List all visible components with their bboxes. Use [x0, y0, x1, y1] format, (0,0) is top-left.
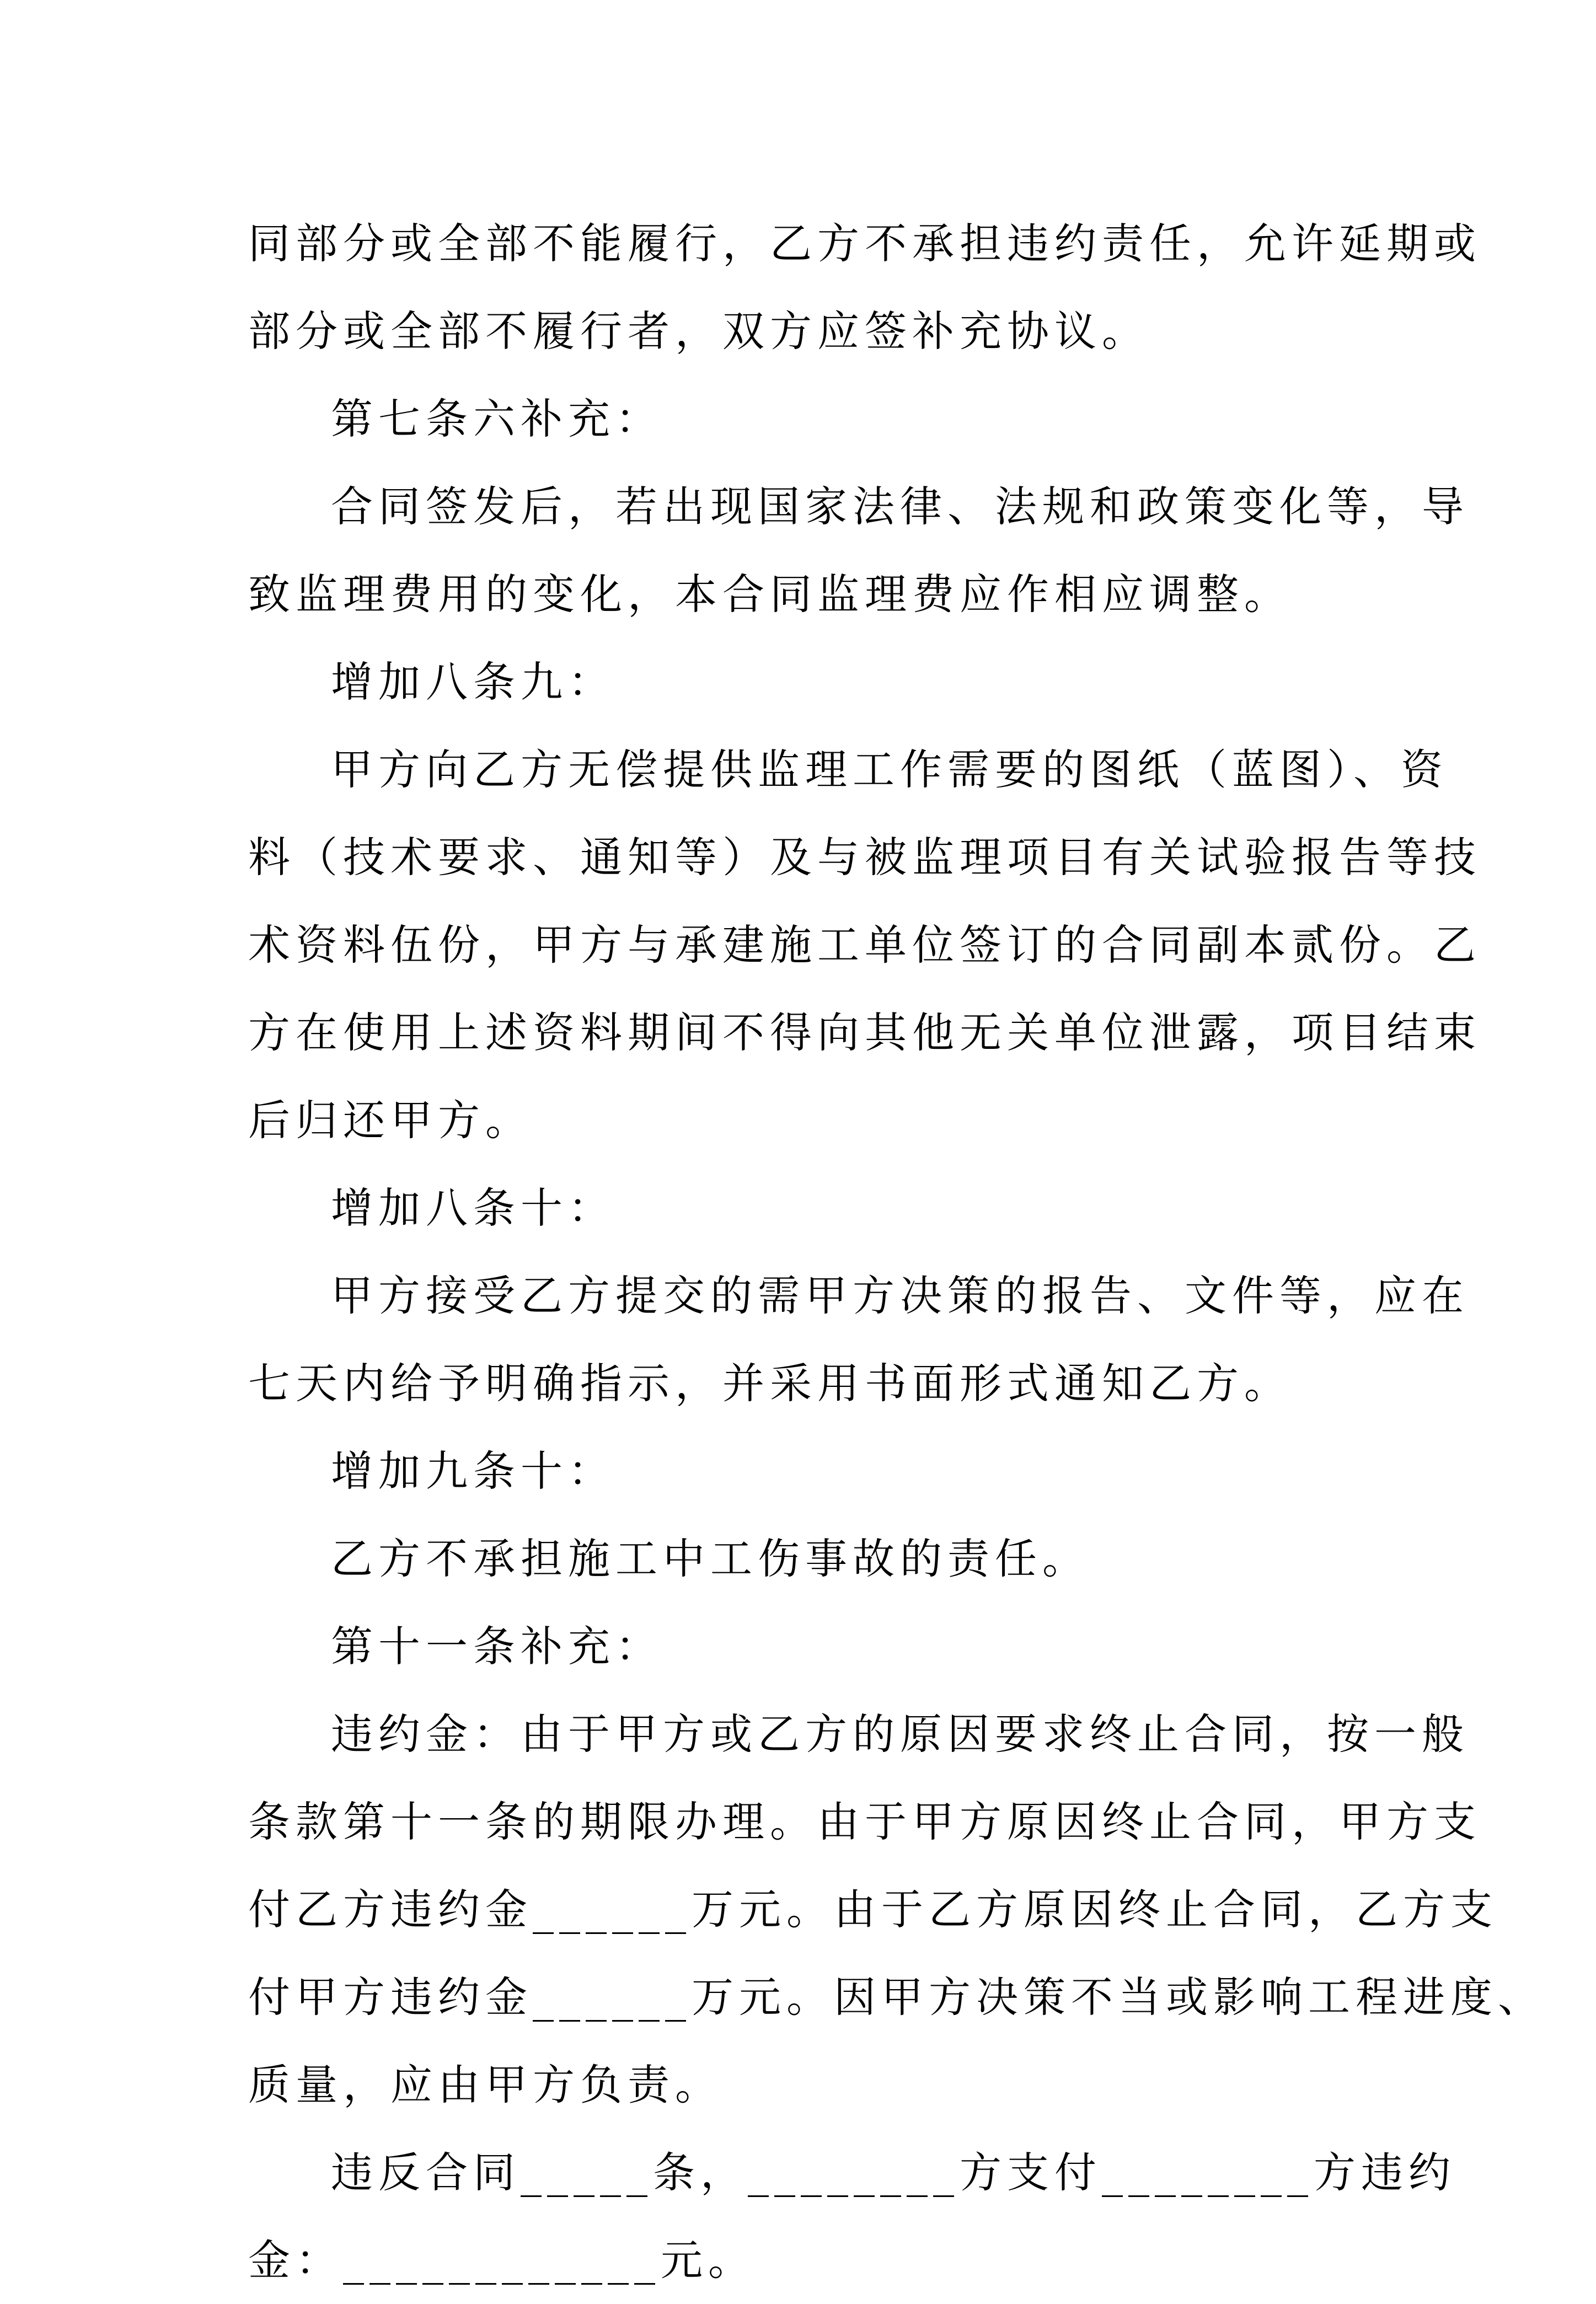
paragraph-line: 料（技术要求、通知等）及与被监理项目有关试验报告等技 [248, 833, 1481, 882]
clause-heading: 增加八条十： [331, 1183, 615, 1233]
paragraph-line: 七天内给予明确指示，并采用书面形式通知乙方。 [248, 1359, 1292, 1408]
paragraph-line: 甲方接受乙方提交的需甲方决策的报告、文件等，应在 [331, 1271, 1469, 1320]
clause-heading: 增加九条十： [331, 1446, 615, 1496]
paragraph-line: 违约金：由于甲方或乙方的原因要求终止合同，按一般 [331, 1710, 1469, 1759]
clause-heading: 第十一条补充： [331, 1622, 663, 1671]
paragraph-line: 乙方不承担施工中工伤事故的责任。 [331, 1534, 1090, 1583]
paragraph-line: 方在使用上述资料期间不得向其他无关单位泄露，项目结束 [248, 1008, 1481, 1057]
paragraph-line: 付乙方违约金______万元。由于乙方原因终止合同，乙方支 [248, 1885, 1498, 1934]
document-body [248, 200, 1545, 2304]
paragraph-line: 部分或全部不履行者，双方应签补充协议。 [248, 307, 1149, 356]
paragraph-line: 条款第十一条的期限办理。由于甲方原因终止合同，甲方支 [248, 1797, 1481, 1846]
paragraph-line: 后归还甲方。 [248, 1096, 533, 1145]
paragraph-line: 违反合同_____条，________方支付________方违约 [331, 2148, 1456, 2197]
clause-heading: 增加八条九： [331, 657, 615, 706]
paragraph-line: 术资料伍份，甲方与承建施工单位签订的合同副本贰份。乙 [248, 920, 1481, 969]
paragraph-line: 付甲方违约金______万元。因甲方决策不当或影响工程进度、 [248, 1973, 1545, 2022]
paragraph-line: 金：____________元。 [248, 2236, 756, 2285]
paragraph-line: 致监理费用的变化，本合同监理费应作相应调整。 [248, 570, 1292, 619]
paragraph-line: 同部分或全部不能履行，乙方不承担违约责任，允许延期或 [248, 219, 1481, 268]
paragraph-line: 甲方向乙方无偿提供监理工作需要的图纸（蓝图）、资 [331, 745, 1448, 794]
paragraph-line: 质量，应由甲方负责。 [248, 2060, 722, 2109]
clause-heading: 第七条六补充： [331, 394, 663, 443]
paragraph-line: 合同签发后，若出现国家法律、法规和政策变化等，导 [331, 482, 1469, 531]
